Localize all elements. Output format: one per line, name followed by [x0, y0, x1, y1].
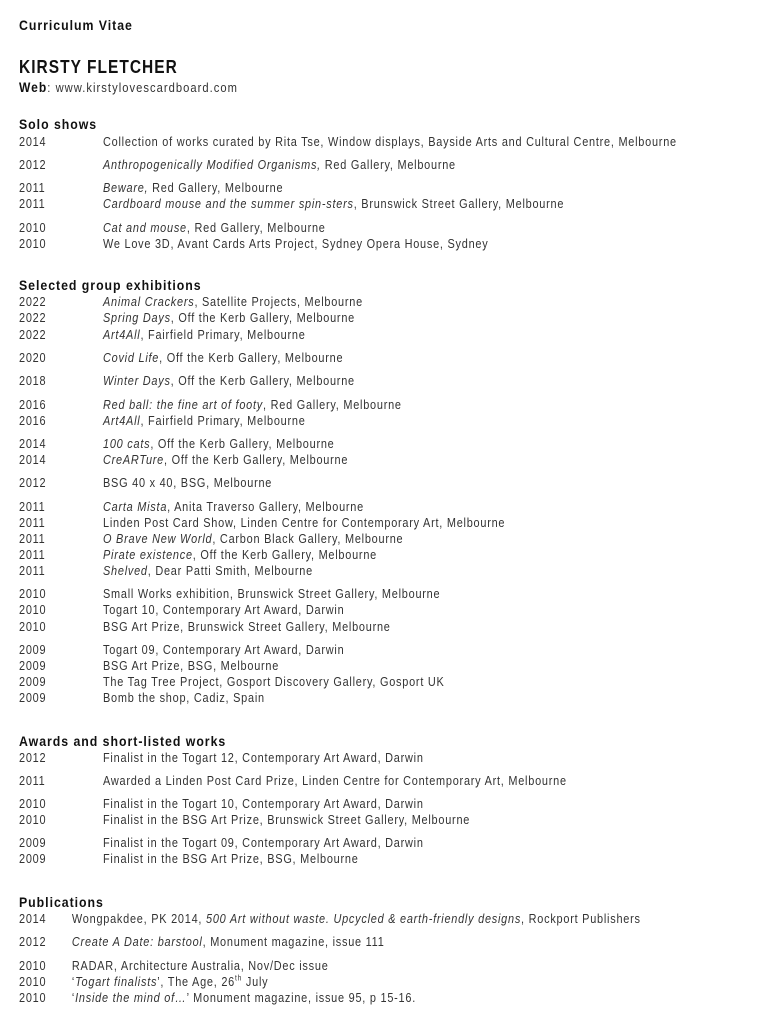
entry-details: ’ Monument magazine, issue 95, p 15-16.	[186, 990, 416, 1005]
entry-year: 2012	[19, 934, 47, 949]
entry-text	[72, 990, 416, 1006]
entry-details: Finalist in the BSG Art Prize, Brunswick Street Gallery, Melbourne	[103, 812, 471, 827]
entry-text	[103, 350, 343, 366]
entry-year: 2020	[19, 350, 47, 365]
entry-text	[103, 515, 505, 531]
entry-title-italic: Spring Days	[103, 310, 171, 325]
web-url[interactable]: www.kirstylovescardboard.com	[55, 80, 238, 95]
entry-details: Togart 10, Contemporary Art Award, Darwin	[103, 602, 345, 617]
entry-prefix: ‘	[71, 990, 76, 1005]
entry-details: Finalist in the Togart 10, Contemporary Art Award, Darwin	[103, 796, 424, 811]
entry-details: ’, The Age, 26	[157, 974, 235, 989]
entry-year: 2016	[19, 397, 47, 412]
entry-year: 2010	[19, 990, 47, 1005]
entry-title-italic: Beware,	[103, 180, 149, 195]
entry-details: BSG Art Prize, BSG, Melbourne	[103, 658, 280, 673]
entry-text	[103, 436, 335, 452]
entry-title-italic: 100 cats	[103, 436, 151, 451]
entry-details: , Anita Traverso Gallery, Melbourne	[167, 499, 364, 514]
entry-details: , Off the Kerb Gallery, Melbourne	[150, 436, 335, 451]
entry-details: , Satellite Projects, Melbourne	[194, 294, 363, 309]
entry-year: 2016	[19, 413, 47, 428]
entry-year: 2009	[19, 851, 47, 866]
entry-year: 2018	[19, 373, 47, 388]
entry-details: Awarded a Linden Post Card Prize, Linden Centre for Contemporary Art, Melbourne	[103, 773, 567, 788]
entry-year: 2010	[19, 812, 47, 827]
entry-details: , Red Gallery, Melbourne	[186, 220, 326, 235]
entry-title-italic: Art4All	[103, 413, 141, 428]
entry-title-italic: Red ball: the fine art of footy	[103, 397, 264, 412]
web-label: Web	[19, 79, 48, 95]
entry-details: , Off the Kerb Gallery, Melbourne	[170, 373, 355, 388]
entry-prefix: ‘	[71, 974, 76, 989]
entry-year: 2009	[19, 690, 47, 705]
entry-text	[103, 373, 355, 389]
entry-title-italic: Animal Crackers	[103, 294, 195, 309]
entry-details: RADAR, Architecture Australia, Nov/Dec issue	[71, 958, 329, 973]
entry-details: Red Gallery, Melbourne	[148, 180, 284, 195]
entry-year: 2009	[19, 658, 47, 673]
entry-year: 2011	[19, 515, 46, 530]
entry-text	[103, 220, 326, 236]
entry-details: , Red Gallery, Melbourne	[263, 397, 402, 412]
entry-title-italic: Winter Days	[103, 373, 171, 388]
entry-details: Linden Post Card Show, Linden Centre for Contemporary Art, Melbourne	[103, 515, 506, 530]
entry-text	[103, 835, 424, 851]
entry-details: BSG Art Prize, Brunswick Street Gallery, Melbourne	[103, 619, 391, 634]
entry-year: 2014	[19, 452, 47, 467]
entry-title-italic: O Brave New World	[103, 531, 213, 546]
section-heading-awards: Awards and short-listed works	[19, 733, 227, 749]
entry-title-italic: Create A Date: barstool	[71, 934, 203, 949]
entry-text	[103, 796, 424, 812]
entry-year: 2009	[19, 642, 47, 657]
entry-text	[103, 475, 272, 491]
entry-text	[103, 196, 564, 212]
entry-year: 2010	[19, 619, 47, 634]
entry-details: , Off the Kerb Gallery, Melbourne	[159, 350, 344, 365]
entry-details: , Off the Kerb Gallery, Melbourne	[170, 310, 355, 325]
entry-superscript: th	[234, 973, 243, 983]
entry-details: , Rockport Publishers	[521, 911, 641, 926]
entry-text	[72, 911, 641, 927]
entry-details: , Off the Kerb Gallery, Melbourne	[164, 452, 349, 467]
entry-title-italic: Cat and mouse	[103, 220, 187, 235]
section-heading-solo-shows: Solo shows	[19, 116, 98, 132]
section-heading-publications: Publications	[19, 894, 104, 910]
entry-text	[103, 750, 424, 766]
entry-text	[103, 397, 402, 413]
entry-title-italic: Inside the mind of…	[75, 990, 187, 1005]
entry-title-italic: Shelved	[103, 563, 148, 578]
section-heading-group-exhibitions: Selected group exhibitions	[19, 277, 202, 293]
entry-details: , Off the Kerb Gallery, Melbourne	[192, 547, 377, 562]
entry-details: , Carbon Black Gallery, Melbourne	[212, 531, 404, 546]
entry-year: 2010	[19, 220, 47, 235]
entry-details: Red Gallery, Melbourne	[320, 157, 456, 172]
entry-year: 2012	[19, 157, 47, 172]
entry-title-italic: Pirate existence	[103, 547, 193, 562]
entry-text	[72, 974, 268, 990]
entry-title-italic: Carta Mista	[103, 499, 168, 514]
entry-text	[72, 934, 385, 950]
entry-text	[103, 586, 440, 602]
entry-details: Togart 09, Contemporary Art Award, Darwin	[103, 642, 345, 657]
entry-title-italic: Anthropogenically Modified Organisms,	[103, 157, 321, 172]
entry-year: 2010	[19, 796, 47, 811]
document-title: Curriculum Vitae	[19, 17, 133, 33]
entry-details: BSG 40 x 40, BSG, Melbourne	[103, 475, 273, 490]
entry-text	[103, 658, 279, 674]
entry-text	[103, 531, 403, 547]
entry-text	[103, 563, 313, 579]
entry-year: 2012	[19, 750, 47, 765]
entry-year: 2011	[19, 180, 46, 195]
entry-details: Finalist in the Togart 12, Contemporary Art Award, Darwin	[103, 750, 424, 765]
entry-year: 2010	[19, 958, 47, 973]
entry-text	[103, 310, 355, 326]
entry-year: 2014	[19, 436, 47, 451]
entry-suffix: July	[242, 974, 269, 989]
entry-details: , Fairfield Primary, Melbourne	[140, 327, 306, 342]
entry-text	[103, 294, 363, 310]
entry-year: 2010	[19, 602, 47, 617]
entry-year: 2022	[19, 327, 47, 342]
entry-text	[103, 642, 344, 658]
entry-year: 2011	[19, 563, 46, 578]
entry-text	[103, 452, 348, 468]
entry-year: 2014	[19, 134, 47, 149]
entry-year: 2012	[19, 475, 47, 490]
entry-title-italic: Togart finalists	[75, 974, 158, 989]
entry-details: The Tag Tree Project, Gosport Discovery Gallery, Gosport UK	[103, 674, 445, 689]
entry-year: 2011	[19, 531, 46, 546]
entry-year: 2009	[19, 835, 47, 850]
entry-details: Small Works exhibition, Brunswick Street Gallery, Melbourne	[103, 586, 441, 601]
entry-text	[103, 812, 470, 828]
entry-text	[103, 773, 567, 789]
entry-title-italic: Cardboard mouse and the summer spin-sters	[103, 196, 354, 211]
website-line	[19, 79, 238, 95]
entry-text	[103, 236, 488, 252]
entry-details: , Fairfield Primary, Melbourne	[140, 413, 306, 428]
entry-year: 2009	[19, 674, 47, 689]
entry-text	[103, 413, 306, 429]
entry-year: 2022	[19, 294, 47, 309]
entry-details: Collection of works curated by Rita Tse, Window displays, Bayside Arts and Cultural Centre, Melbourne	[103, 134, 677, 149]
entry-year: 2010	[19, 974, 47, 989]
entry-text	[103, 180, 283, 196]
entry-title-italic: Art4All	[103, 327, 141, 342]
entry-details: , Brunswick Street Gallery, Melbourne	[353, 196, 565, 211]
entry-text	[103, 602, 344, 618]
entry-prefix: Wongpakdee, PK 2014,	[71, 911, 206, 926]
entry-title-italic: 500 Art without waste. Upcycled & earth-friendly designs	[205, 911, 522, 926]
entry-year: 2011	[19, 773, 46, 788]
entry-year: 2014	[19, 911, 47, 926]
entry-text	[103, 547, 377, 563]
entry-details: , Monument magazine, issue 111	[202, 934, 385, 949]
entry-text	[103, 851, 359, 867]
entry-details: , Dear Patti Smith, Melbourne	[147, 563, 313, 578]
entry-text	[103, 499, 364, 515]
entry-year: 2011	[19, 499, 46, 514]
entry-title-italic: Covid Life	[103, 350, 160, 365]
artist-name: KIRSTY FLETCHER	[19, 57, 178, 77]
entry-text	[103, 690, 265, 706]
entry-text	[72, 958, 329, 974]
entry-text	[103, 157, 456, 173]
entry-details: Finalist in the Togart 09, Contemporary Art Award, Darwin	[103, 835, 424, 850]
entry-text	[103, 327, 306, 343]
entry-year: 2011	[19, 196, 46, 211]
entry-text	[103, 674, 445, 690]
entry-details: Finalist in the BSG Art Prize, BSG, Melbourne	[103, 851, 359, 866]
entry-year: 2022	[19, 310, 47, 325]
entry-text	[103, 619, 391, 635]
entry-details: We Love 3D, Avant Cards Arts Project, Sydney Opera House, Sydney	[103, 236, 489, 251]
web-separator: :	[47, 80, 56, 95]
entry-year: 2011	[19, 547, 46, 562]
entry-year: 2010	[19, 586, 47, 601]
entry-year: 2010	[19, 236, 47, 251]
entry-title-italic: CreARTure	[103, 452, 165, 467]
entry-details: Bomb the shop, Cadiz, Spain	[103, 690, 265, 705]
entry-text	[103, 134, 677, 150]
